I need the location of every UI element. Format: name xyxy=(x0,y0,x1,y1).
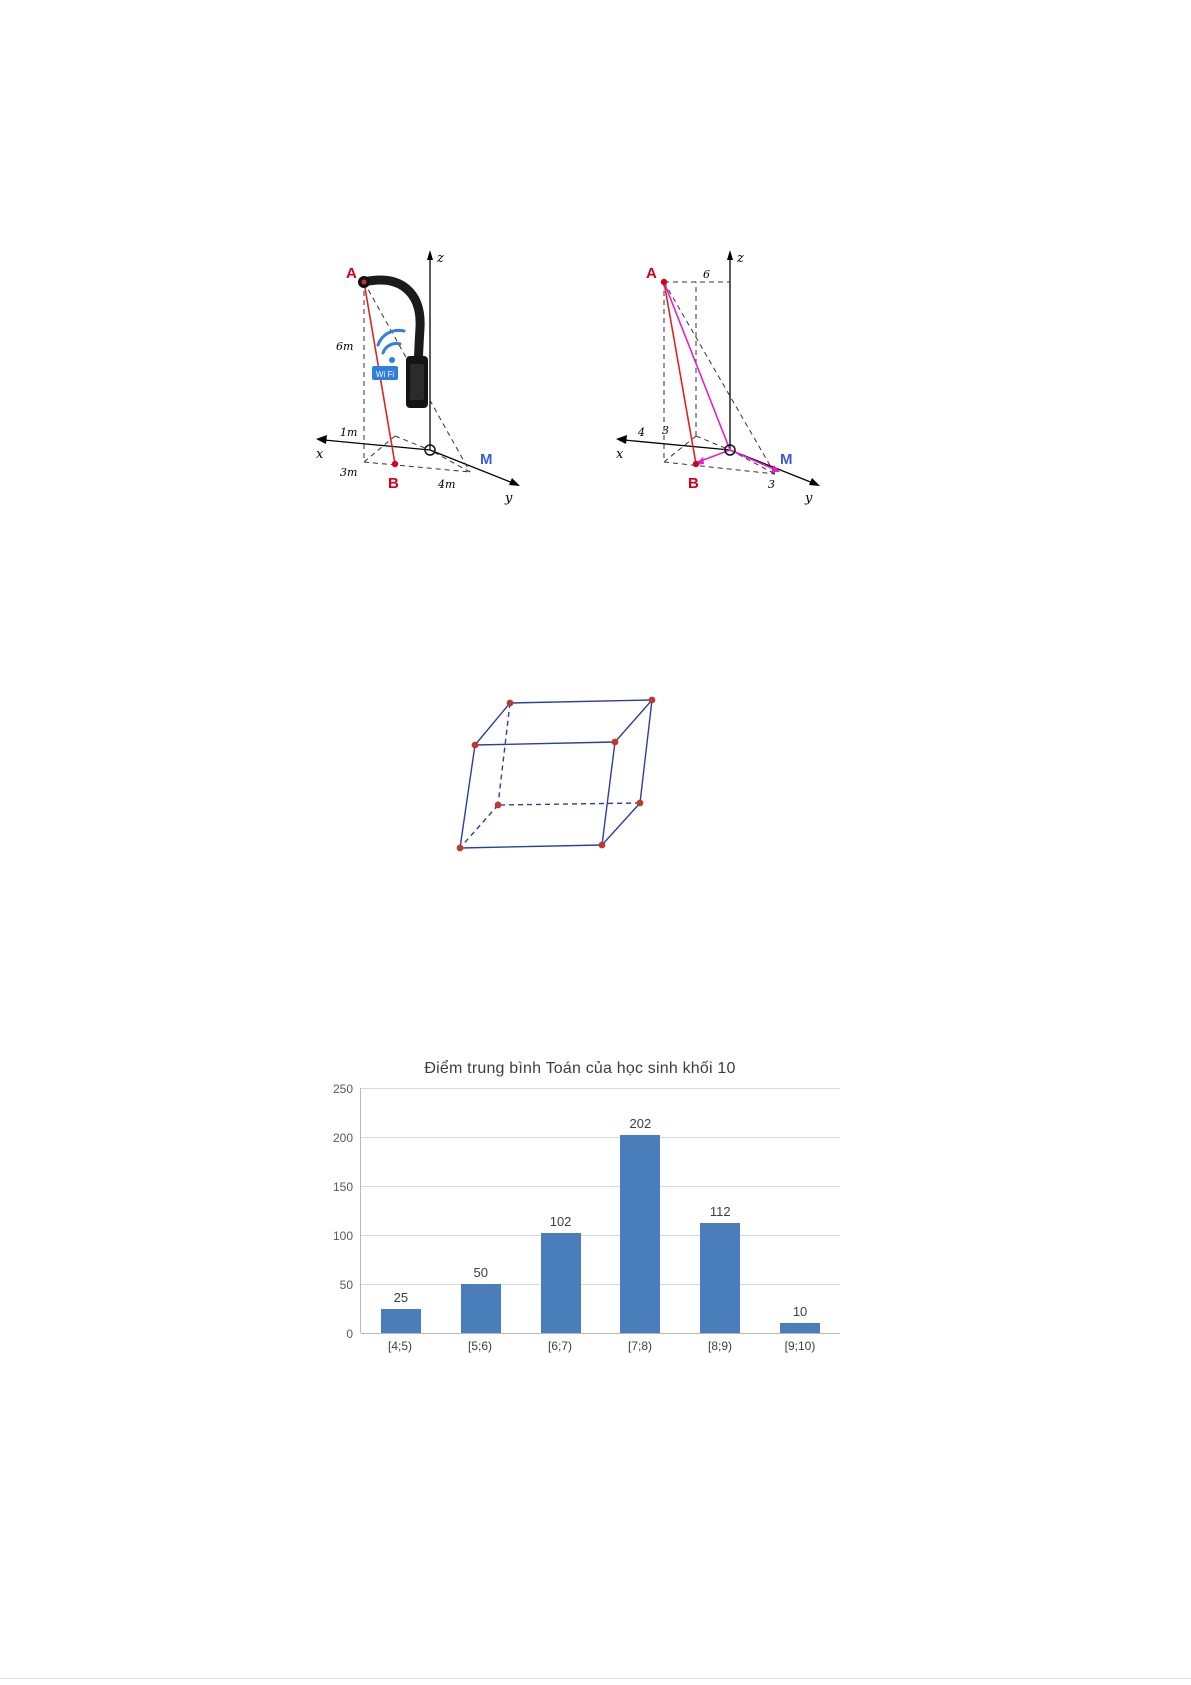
point-b-marker xyxy=(392,461,398,467)
dimension-6m: 6m xyxy=(336,340,354,353)
point-label-a: A xyxy=(646,265,657,282)
bar-value-1: 50 xyxy=(473,1265,488,1280)
wifi-badge-label: Wi Fi xyxy=(375,370,395,379)
xlabel-4: [8;9) xyxy=(707,1339,732,1353)
xlabel-5: [9;10) xyxy=(784,1339,816,1353)
figure-coordinate-diagrams xyxy=(300,240,840,515)
gridline-0 xyxy=(346,1327,840,1341)
bar-5[interactable] xyxy=(780,1323,820,1333)
axis-label-x: x xyxy=(316,447,324,462)
chart-bars xyxy=(361,1088,840,1333)
bar-value-0: 25 xyxy=(393,1289,409,1305)
point-label-a: A xyxy=(346,265,357,282)
ytick-50: 50 xyxy=(339,1278,353,1292)
bar-group-0 xyxy=(367,1088,434,1333)
bar-0[interactable] xyxy=(381,1309,421,1334)
bar-1[interactable] xyxy=(461,1284,501,1333)
xlabel-2: [6;7) xyxy=(547,1339,572,1353)
bar-group-2 xyxy=(527,1088,594,1333)
axis-label-z: z xyxy=(437,251,444,266)
bar-2[interactable] xyxy=(541,1233,581,1333)
dimension-3m: 3m xyxy=(340,466,358,479)
dimension-4: 4 xyxy=(638,426,645,439)
bar-group-1 xyxy=(447,1088,514,1333)
ytick-100: 100 xyxy=(332,1229,353,1243)
bar-value-4: 112 xyxy=(709,1204,731,1219)
ytick-200: 200 xyxy=(332,1131,353,1145)
figure-parallelepiped xyxy=(430,680,690,870)
bar-value-3: 202 xyxy=(629,1116,652,1131)
axis-label-z: z xyxy=(737,251,744,266)
axis-label-y: y xyxy=(505,491,513,506)
chart-x-axis-labels xyxy=(360,1339,840,1353)
dimension-3-y: 3 xyxy=(768,478,775,491)
bar-4[interactable] xyxy=(700,1223,740,1333)
xlabel-3: [7;8) xyxy=(627,1339,652,1353)
bar-group-3 xyxy=(607,1088,674,1333)
dimension-1m: 1m xyxy=(340,426,358,439)
page-footer-rule xyxy=(0,1678,1191,1679)
dimension-6: 6 xyxy=(703,268,710,281)
bar-group-4 xyxy=(687,1088,754,1333)
figure-coordinate-values-diagram xyxy=(600,240,830,515)
dimension-3-x: 3 xyxy=(662,424,669,437)
xlabel-0: [4;5) xyxy=(387,1339,412,1353)
xlabel-1: [5;6) xyxy=(467,1339,492,1353)
figure-wifi-camera-diagram xyxy=(300,240,530,515)
bar-value-5: 10 xyxy=(792,1304,808,1319)
point-label-m: M xyxy=(480,451,493,468)
ytick-0: 0 xyxy=(346,1327,353,1341)
ytick-250: 250 xyxy=(332,1082,353,1096)
axis-label-x: x xyxy=(616,447,624,462)
chart-plot-area xyxy=(332,1082,840,1341)
point-label-b: B xyxy=(688,475,699,492)
dimension-4m: 4m xyxy=(438,478,456,491)
chart-title: Điểm trung bình Toán của học sinh khối 10 xyxy=(424,1060,736,1077)
bar-3[interactable] xyxy=(620,1135,660,1333)
bar-value-2: 102 xyxy=(549,1214,572,1229)
figure-bar-chart xyxy=(300,1060,860,1360)
point-label-b: B xyxy=(388,475,399,492)
ytick-150: 150 xyxy=(332,1180,353,1194)
bar-group-5 xyxy=(767,1088,834,1333)
point-label-m: M xyxy=(780,451,793,468)
axis-label-y: y xyxy=(805,491,813,506)
